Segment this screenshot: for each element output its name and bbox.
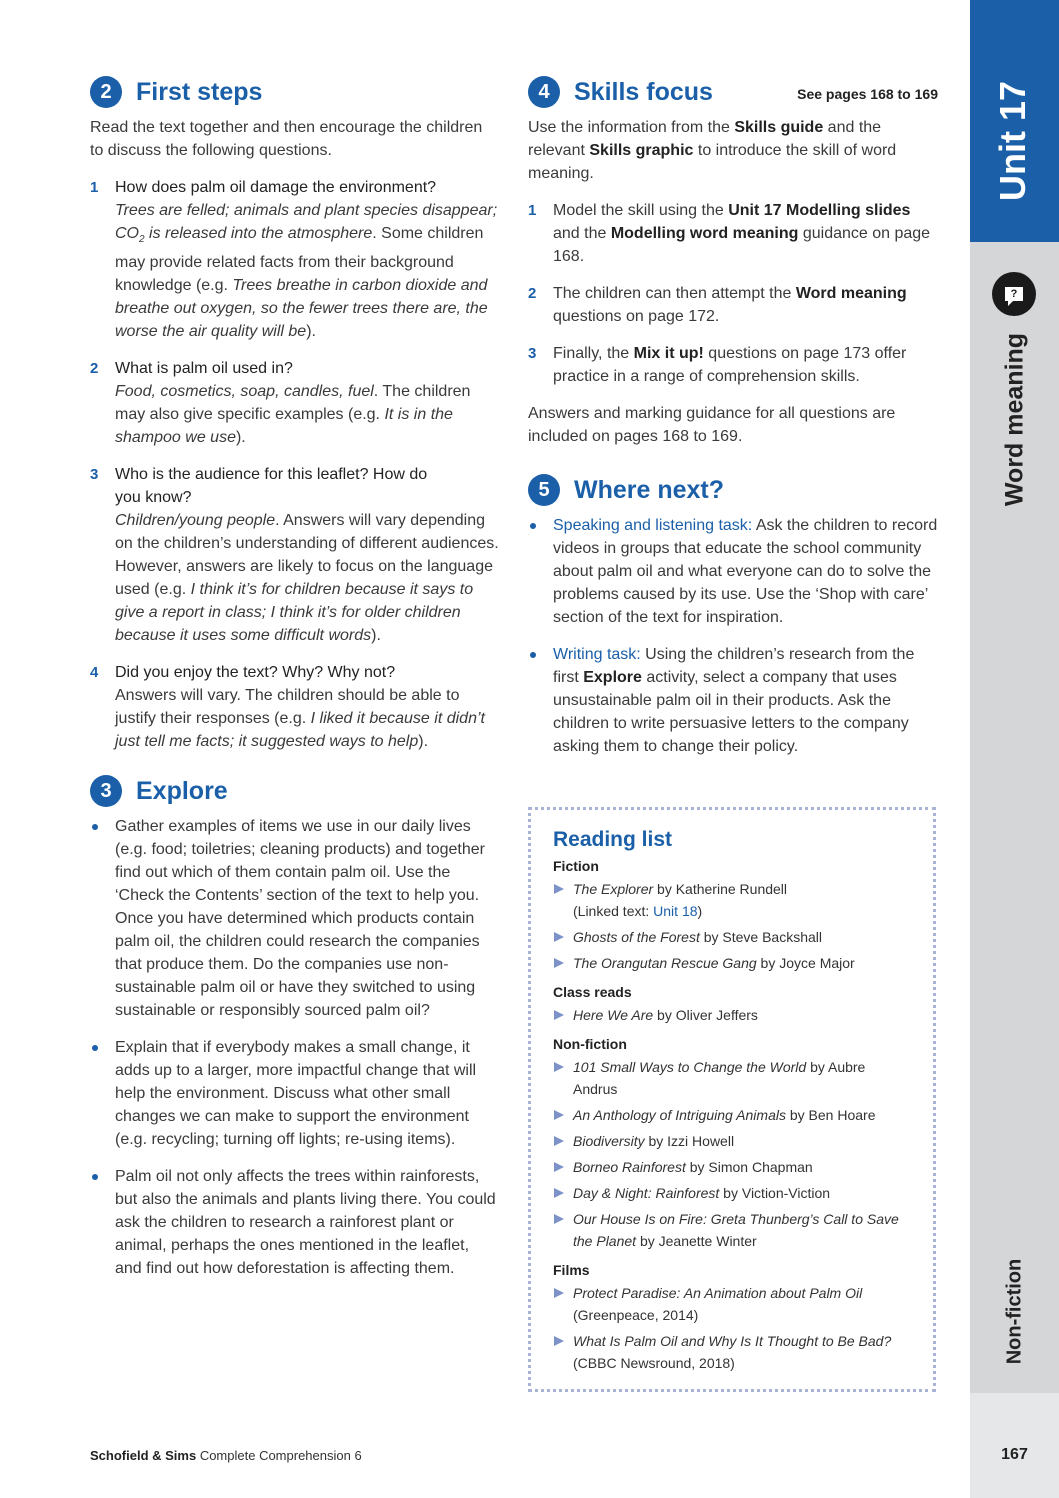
skill-label: Word meaning xyxy=(1000,332,1029,507)
question-answer: Children/young people. Answers will vary depending on the children’s understanding of different audiences. However, answers are likely to focus on the language used (e.g. I think it’s for children because it says to give a report in class; I think it’s for older children because it uses some difficult words). xyxy=(115,512,499,645)
skills-steps-list xyxy=(528,199,938,388)
bullet-icon xyxy=(528,514,553,629)
triangle-bullet-icon xyxy=(553,1182,573,1204)
reading-item: What Is Palm Oil and Why Is It Thought to Be Bad? (CBBC Newsround, 2018) xyxy=(553,1330,911,1374)
bullet-icon xyxy=(528,643,553,758)
section-number-badge: 2 xyxy=(90,76,122,108)
reading-item: Ghosts of the Forest by Steve Backshall xyxy=(553,926,911,948)
question-text: Did you enjoy the text? Why? Why not? xyxy=(115,664,396,682)
unit-sidebar xyxy=(970,0,1059,1498)
step-number: 1 xyxy=(528,202,537,219)
triangle-bullet-icon xyxy=(553,878,573,922)
question-number: 2 xyxy=(90,360,99,378)
section-title: Skills focus xyxy=(574,77,713,106)
reading-item: The Explorer by Katherine Rundell (Linked text: Unit 18) xyxy=(553,878,911,922)
reading-list-box xyxy=(528,807,936,1392)
reading-category-films: Films xyxy=(553,1262,590,1278)
step-item: 3 Finally, the Mix it up! questions on page 173 offer practice in a range of comprehension skills. xyxy=(528,342,938,388)
question-text: How does palm oil damage the environment? xyxy=(115,179,437,196)
question-answer: Food, cosmetics, soap, candles, fuel. The children may also give specific examples (e.g. It is in the shampoo we use). xyxy=(115,383,471,447)
triangle-bullet-icon xyxy=(553,1282,573,1326)
reading-list-title: Reading list xyxy=(553,828,673,851)
bullet-icon xyxy=(90,1036,115,1151)
triangle-bullet-icon xyxy=(553,1104,573,1126)
triangle-bullet-icon xyxy=(553,1004,573,1026)
section-number-badge: 3 xyxy=(90,775,122,807)
triangle-bullet-icon xyxy=(553,926,573,948)
skills-focus-intro: Use the information from the Skills guide and the relevant Skills graphic to introduce the skill of word meaning. xyxy=(528,119,897,182)
first-steps-intro: Read the text together and then encourage the children to discuss the following questions. xyxy=(90,119,483,159)
reading-category-fiction: Fiction xyxy=(553,858,599,874)
section-skills-focus-heading xyxy=(528,74,938,110)
question-item xyxy=(90,463,500,647)
text-type-label: Non-fiction xyxy=(1003,1258,1026,1365)
question-item xyxy=(90,661,500,753)
skills-focus-outro: Answers and marking guidance for all questions are included on pages 168 to 169. xyxy=(528,405,896,445)
step-number: 3 xyxy=(528,345,537,362)
bullet-icon xyxy=(90,1165,115,1280)
page-number: 167 xyxy=(1001,1446,1028,1463)
question-text: What is palm oil used in? xyxy=(115,360,293,378)
section-title: First steps xyxy=(136,77,263,106)
question-speech-bubble-icon: ? xyxy=(992,272,1036,316)
unit-label: Unit 17 xyxy=(992,80,1033,202)
question-list xyxy=(90,176,500,753)
task-item: Writing task: Using the children’s research from the first Explore activity, select a company that uses unsustainable palm oil in their products. Ask the children to write persuasive letters to the company asking them to change their policy. xyxy=(528,643,938,758)
step-item: 2 The children can then attempt the Word meaning questions on page 172. xyxy=(528,282,938,328)
triangle-bullet-icon xyxy=(553,1130,573,1152)
question-text: Who is the audience for this leaflet? How do you know? xyxy=(115,466,428,507)
list-item: Palm oil not only affects the trees within rainforests, but also the animals and plants living there. You could ask the children to research a rainforest plant or animal, perhaps the ones mentioned in the leaflet, and find out how deforestation is affecting them. xyxy=(90,1165,500,1280)
see-pages-reference: See pages 168 to 169 xyxy=(797,86,938,102)
section-first-steps-heading xyxy=(90,74,500,110)
section-where-next-heading xyxy=(528,472,938,508)
reading-item: Biodiversity by Izzi Howell xyxy=(553,1130,911,1152)
reading-category-class-reads: Class reads xyxy=(553,984,632,1000)
question-number: 4 xyxy=(90,664,99,682)
list-item: Gather examples of items we use in our daily lives (e.g. food; toiletries; cleaning products) and together find out which of them contain palm oil. Use the ‘Check the Contents’ section of the text to help you. Once you have determined which products contain palm oil, the children could research the companies that produce them. Do the companies use non-sustainable palm oil or have they switched to using sustainable or responsibly sourced palm oil? xyxy=(90,815,500,1022)
step-number: 2 xyxy=(528,285,537,302)
question-number: 1 xyxy=(90,179,99,196)
section-explore-heading xyxy=(90,773,500,809)
book-title: Complete Comprehension 6 xyxy=(196,1448,362,1463)
reading-item: An Anthology of Intriguing Animals by Ben Hoare xyxy=(553,1104,911,1126)
question-number: 3 xyxy=(90,466,99,484)
where-next-task-list xyxy=(528,514,938,758)
triangle-bullet-icon xyxy=(553,1208,573,1252)
reading-category-non-fiction: Non-fiction xyxy=(553,1036,627,1052)
triangle-bullet-icon xyxy=(553,1056,573,1100)
bullet-icon xyxy=(90,815,115,1022)
question-item xyxy=(90,357,500,449)
step-item: 1 Model the skill using the Unit 17 Modelling slides and the Modelling word meaning guidance on page 168. xyxy=(528,199,938,268)
triangle-bullet-icon xyxy=(553,952,573,974)
reading-item: Protect Paradise: An Animation about Palm Oil (Greenpeace, 2014) xyxy=(553,1282,911,1326)
page-footer xyxy=(90,1448,362,1463)
list-item: Explain that if everybody makes a small change, it adds up to a larger, more impactful change that will help the environment. Discuss what other small changes we can make to support the environment (e.g. recycling; turning off lights; re-using items). xyxy=(90,1036,500,1151)
page-number-tab xyxy=(970,1393,1059,1498)
reading-item: Our House Is on Fire: Greta Thunberg’s Call to Save the Planet by Jeanette Winter xyxy=(553,1208,911,1252)
publisher-name: Schofield & Sims xyxy=(90,1448,197,1463)
task-item: Speaking and listening task: Ask the children to record videos in groups that educate the school community about palm oil and what everyone can do to solve the problems caused by its use. Use the ‘Shop with care’ section of the text for inspiration. xyxy=(528,514,938,629)
section-number-badge: 4 xyxy=(528,76,560,108)
reading-item: The Orangutan Rescue Gang by Joyce Major xyxy=(553,952,911,974)
linked-unit-link[interactable]: Unit 18 xyxy=(653,903,698,919)
right-column xyxy=(528,74,938,772)
reading-item: Day & Night: Rainforest by Viction-Viction xyxy=(553,1182,911,1204)
explore-bullet-list xyxy=(90,815,500,1280)
question-answer: Answers will vary. The children should be able to justify their responses (e.g. I liked it because it didn’t just tell me facts; it suggested ways to help). xyxy=(115,687,485,751)
left-column xyxy=(90,74,500,1294)
reading-item: 101 Small Ways to Change the World by Aubre Andrus xyxy=(553,1056,911,1100)
unit-tab xyxy=(970,0,1059,242)
reading-item: Here We Are by Oliver Jeffers xyxy=(553,1004,911,1026)
section-title: Where next? xyxy=(574,475,725,504)
reading-item: Borneo Rainforest by Simon Chapman xyxy=(553,1156,911,1178)
question-answer: Trees are felled; animals and plant species disappear; $CO_2$ is released into the atmosphere. Some children may provide related facts from their background knowledge (e.g. Trees breathe in carbon dioxide and breathe out oxygen, so the fewer trees there are, the worse the air quality will be). xyxy=(115,202,498,341)
question-item xyxy=(90,176,500,343)
triangle-bullet-icon xyxy=(553,1330,573,1374)
triangle-bullet-icon xyxy=(553,1156,573,1178)
section-number-badge: 5 xyxy=(528,474,560,506)
section-title: Explore xyxy=(136,776,228,805)
